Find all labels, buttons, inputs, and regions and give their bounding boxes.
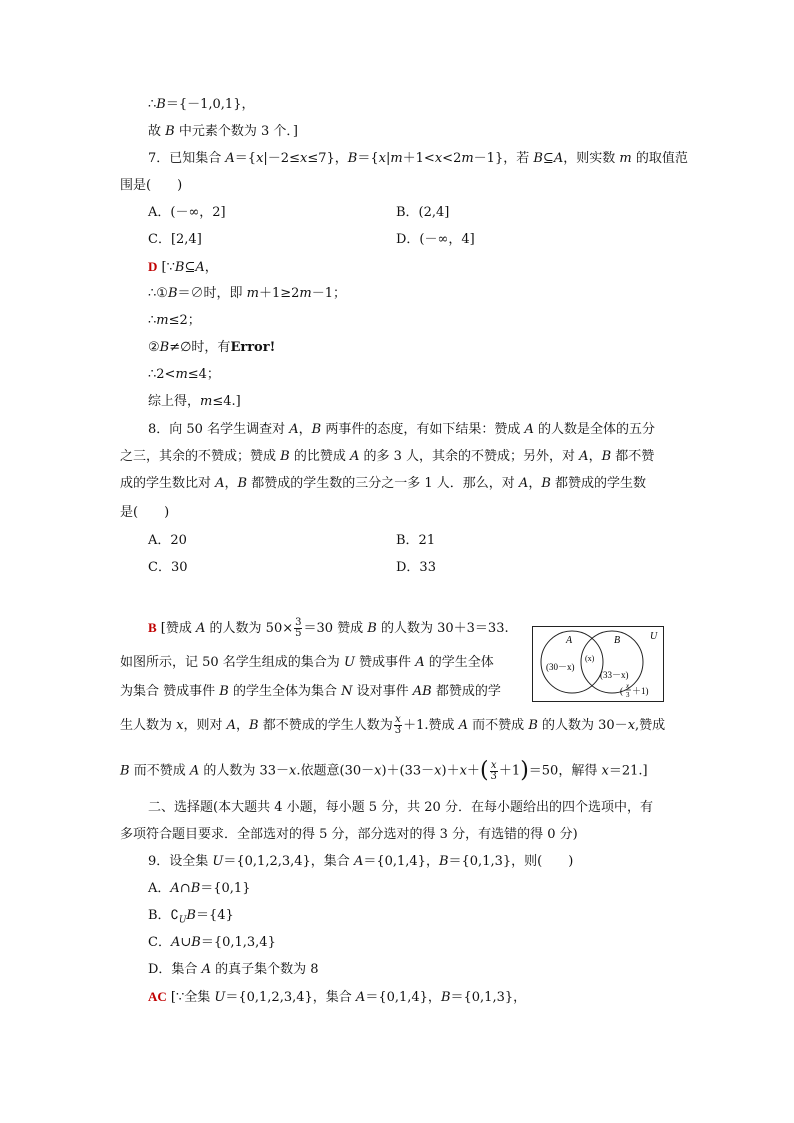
region-neither-tail: ＋1): [632, 686, 649, 696]
option-d: D．(－∞，4]: [396, 232, 475, 247]
question-8-cont: 之三，其余的不赞成；赞成 B 的比赞成 A 的多 3 人，其余的不赞成；另外，对 A，B 都不赞: [120, 449, 655, 464]
answer-9: AC [∵全集 U＝{0,1,2,3,4}，集合 A＝{0,1,4}，B＝{0,1,3}，: [148, 989, 527, 1005]
solution-line: 为集合 赞成事件 B 的学生全体为集合 N 设对事件 AB 都赞成的学: [120, 684, 501, 699]
label-u: U: [650, 631, 658, 642]
option-c: C．[2,4]: [148, 232, 202, 247]
region-neither-head: (: [620, 686, 623, 696]
option-a: A．(－∞，2]: [148, 205, 226, 220]
fraction: $\frac{x}{3}$: [394, 714, 402, 736]
question-9: 9．设全集 U＝{0,1,2,3,4}，集合 A＝{0,1,4}，B＝{0,1,3}，则( ): [148, 854, 574, 869]
solution-line: ∴B＝{－1,0,1}，: [148, 97, 255, 112]
solution-line: 综上得，m≤4.]: [148, 394, 241, 409]
fraction: $\frac{3}{5}$: [295, 617, 302, 639]
option-a: A．20: [148, 533, 187, 548]
solution-line: ∴2<m≤4；: [148, 367, 220, 382]
fraction: $\frac{x}{3}$: [490, 759, 497, 782]
option-d: D．33: [396, 560, 436, 575]
solution-line: ②B≠∅时，有Error!: [148, 340, 276, 355]
answer-8: B [赞成 A 的人数为 50× $\frac{3}{5}$ ＝30 赞成 B 的人数为 30＋3＝33.: [148, 617, 509, 639]
region-neither-den: 3: [626, 691, 630, 699]
solution-line: 生人数为 x，则对 A，B 都不赞成的学生人数为 $\frac{x}{3}$ ＋1.赞成 A 而不赞成 B 的人数为 30－x,赞成: [120, 714, 666, 736]
region-both: (x): [585, 654, 595, 663]
question-7: 7．已知集合 A＝{x|－2≤x≤7}，B＝{x|m＋1<x<2m－1}，若 B⊆A，则实数 m 的取值范: [148, 151, 688, 166]
region-only-a: (30－x): [546, 662, 575, 672]
option-a: A．A∩B＝{0,1}: [148, 881, 251, 896]
solution-line: 故 B 中元素个数为 3 个．]: [148, 124, 298, 139]
solution-line: B 而不赞成 A 的人数为 33－x.依题意(30－x)＋(33－x)＋x＋( $\frac{x}{3}$ ＋1)＝50，解得 x＝21.]: [120, 758, 648, 783]
question-8-cont: 是( ): [120, 505, 170, 520]
option-c: C．30: [148, 560, 188, 575]
question-8: 8．向 50 名学生调查对 A，B 两事件的态度，有如下结果：赞成 A 的人数是全体的五分: [148, 422, 655, 437]
label-a: A: [566, 635, 573, 646]
section-heading-cont: 多项符合题目要求．全部选对的得 5 分，部分选对的得 3 分，有选错的得 0 分): [120, 827, 578, 842]
option-d: D．集合 A 的真子集个数为 8: [148, 962, 319, 977]
solution-line: ∴m≤2；: [148, 313, 201, 328]
label-b: B: [614, 635, 621, 646]
question-7-cont: 围是( ): [120, 178, 183, 193]
section-heading: 二、选择题(本大题共 4 小题，每小题 5 分，共 20 分．在每小题给出的四个选项中，有: [148, 800, 653, 815]
region-only-b: (33－x): [600, 670, 629, 680]
answer-7: D [∵B⊆A，: [148, 259, 218, 275]
solution-line: 如图所示，记 50 名学生组成的集合为 U 赞成事件 A 的学生全体: [120, 655, 494, 670]
solution-line: ∴①B＝∅时，即 m＋1≥2m－1；: [148, 286, 347, 301]
option-b: B．(2,4]: [396, 205, 450, 220]
region-neither-num: x: [626, 682, 630, 690]
option-b: B．$∁_UB=\{4\}$: [148, 908, 234, 926]
option-c: C．A∪B＝{0,1,3,4}: [148, 935, 276, 950]
option-b: B．21: [396, 533, 436, 548]
question-8-cont: 成的学生数比对 A，B 都赞成的学生数的三分之一多 1 人．那么，对 A，B 都赞成的学生数: [120, 476, 647, 491]
venn-diagram: [532, 626, 664, 702]
